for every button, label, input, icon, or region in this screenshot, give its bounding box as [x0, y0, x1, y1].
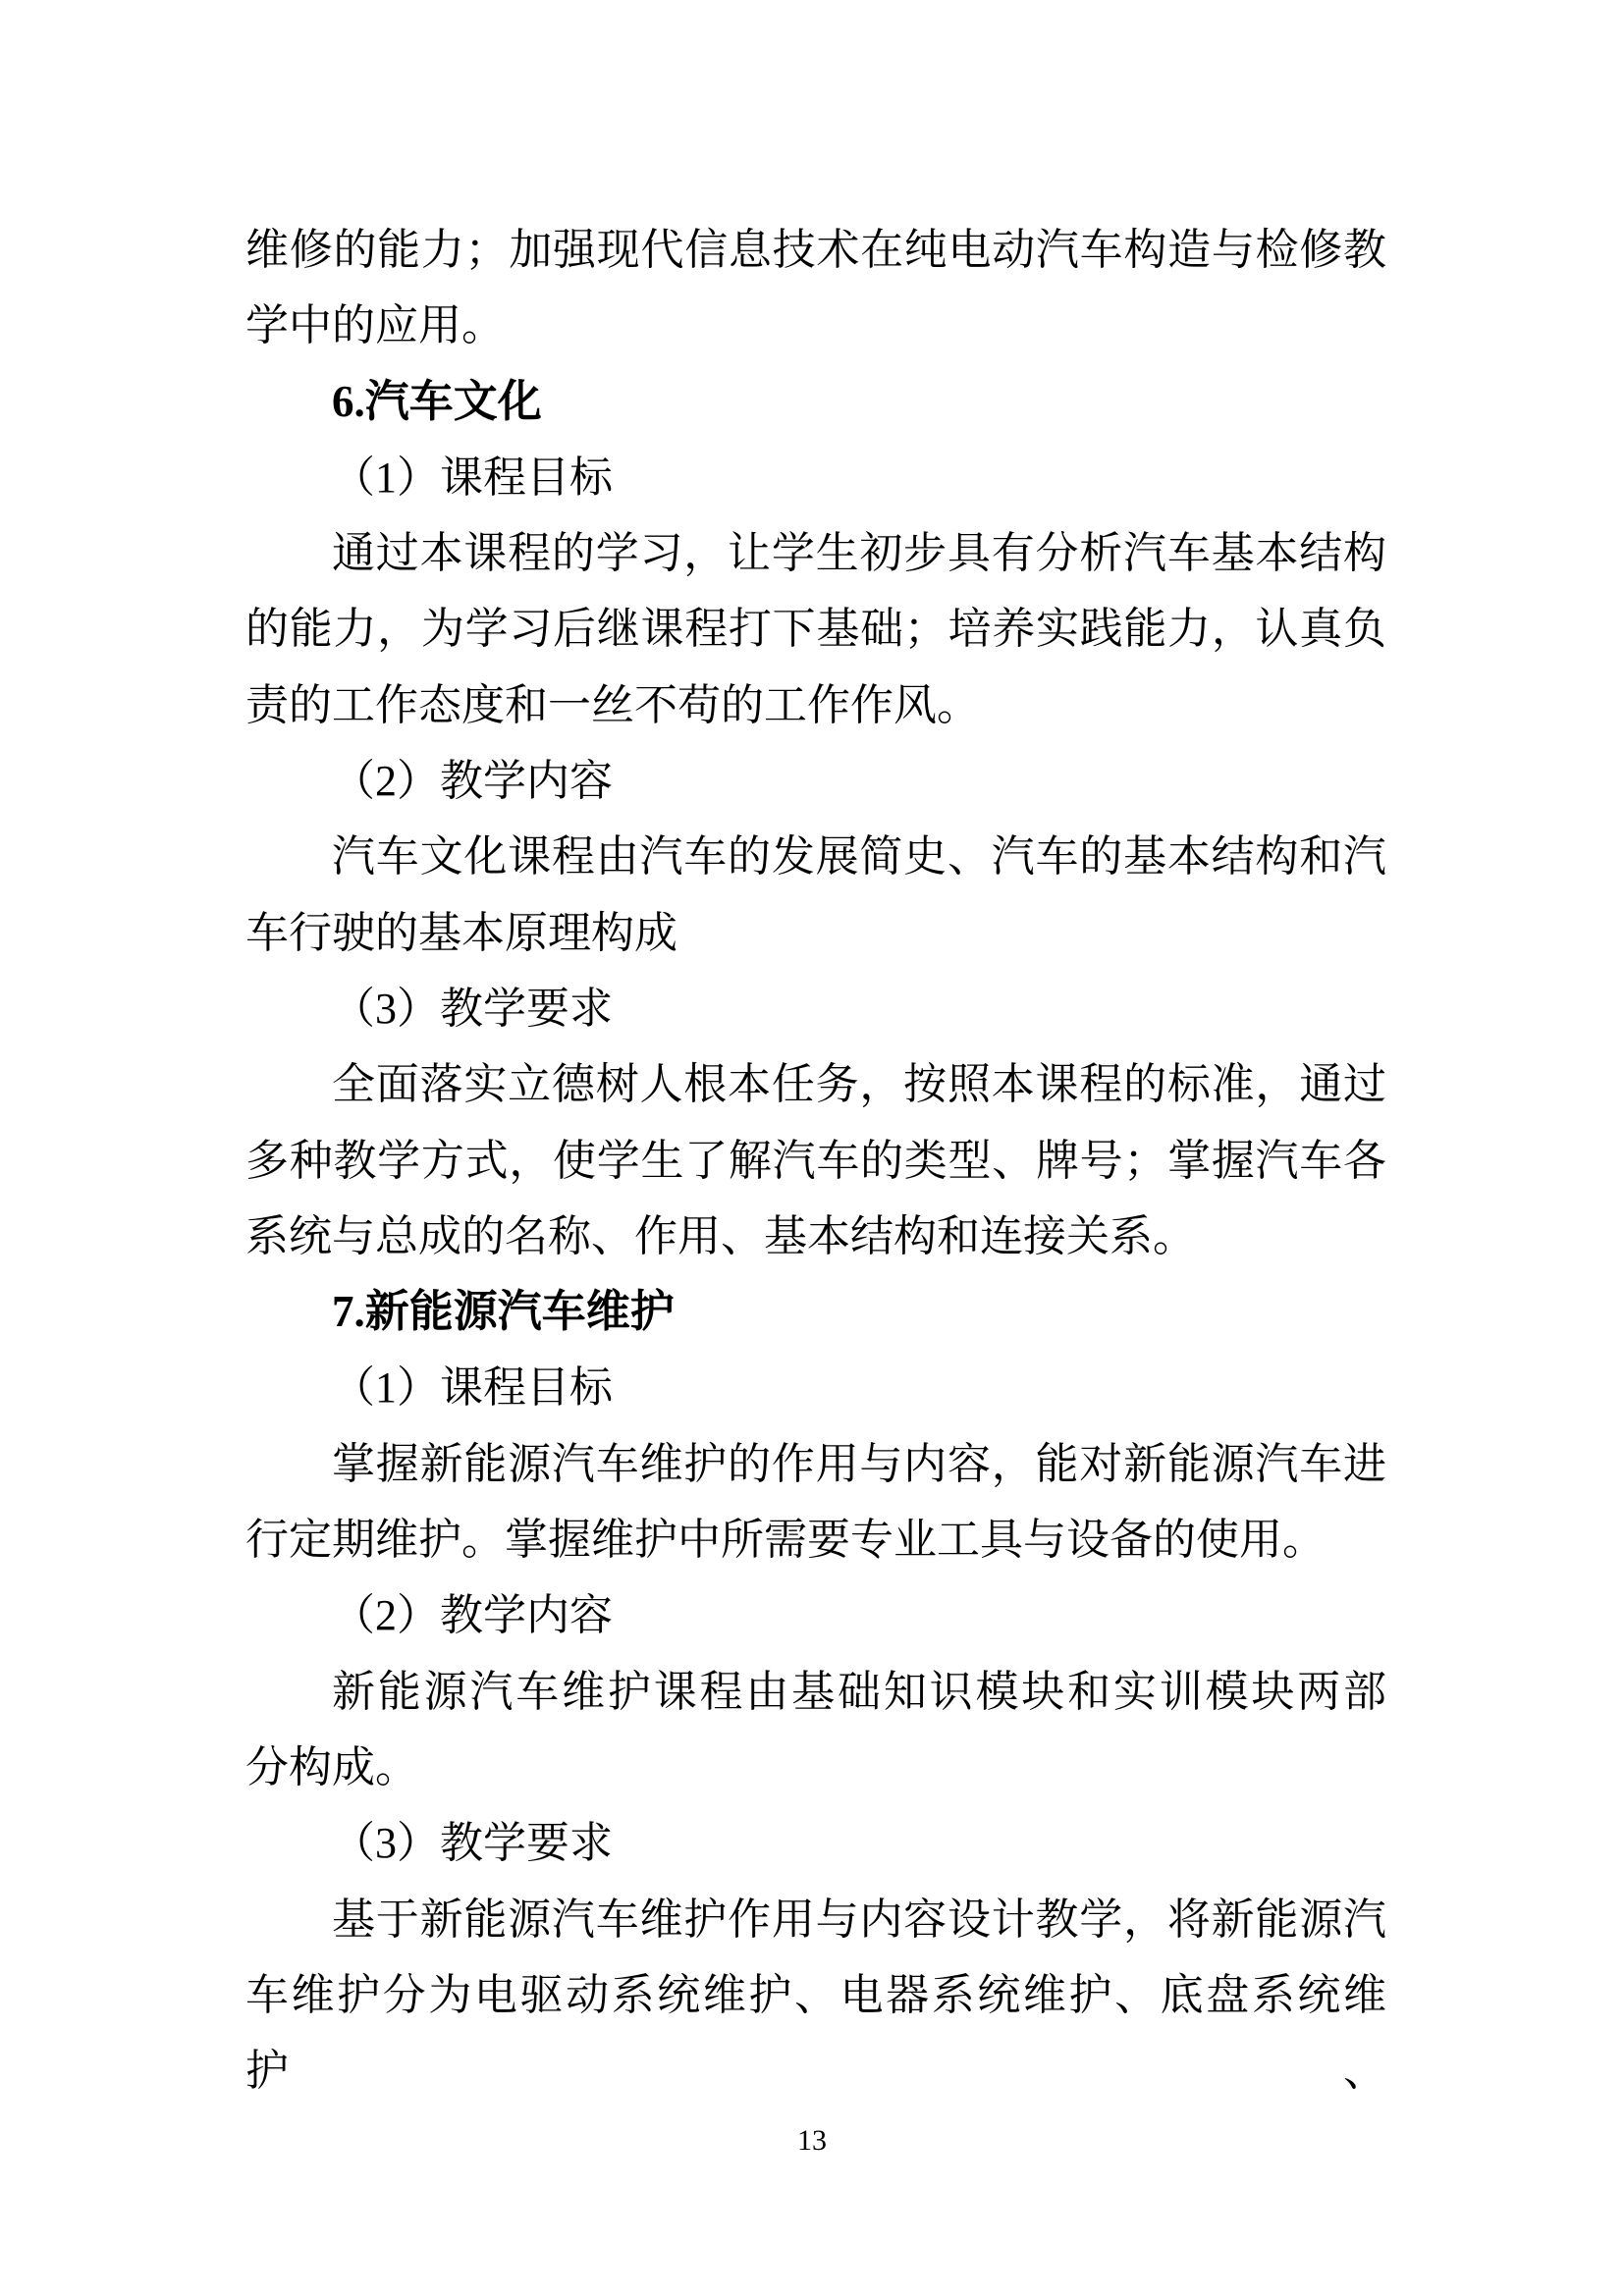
document-line: 多种教学方式，使学生了解汽车的类型、牌号；掌握汽车各 [245, 1136, 1386, 1185]
document-line: 汽车文化课程由汽车的发展简史、汽车的基本结构和汽 [332, 832, 1386, 881]
document-line: 基于新能源汽车维护作用与内容设计教学，将新能源汽 [332, 1895, 1386, 1944]
document-line: 分构成。 [245, 1742, 418, 1791]
document-line: （1）课程目标 [332, 1363, 613, 1413]
document-line: 通过本课程的学习，让学生初步具有分析汽车基本结构 [332, 529, 1386, 578]
document-line: 车维护分为电驱动系统维护、电器系统维护、底盘系统维护、 [245, 1970, 1386, 2096]
document-line: 全面落实立德树人根本任务，按照本课程的标准，通过 [332, 1060, 1386, 1109]
page-number: 13 [797, 2124, 827, 2157]
document-line: （2）教学内容 [332, 757, 613, 806]
section-heading: 7.新能源汽车维护 [332, 1287, 675, 1337]
document-line: 的能力，为学习后继课程打下基础；培养实践能力，认真负 [245, 605, 1386, 654]
document-line: 系统与总成的名称、作用、基本结构和连接关系。 [245, 1211, 1196, 1260]
document-line: 责的工作态度和一丝不苟的工作作风。 [245, 680, 980, 729]
text-block [245, 212, 1386, 2096]
document-line: （3）教学要求 [332, 984, 613, 1033]
document-line: 行定期维护。掌握维护中所需要专业工具与设备的使用。 [245, 1516, 1326, 1565]
document-line: 新能源汽车维护课程由基础知识模块和实训模块两部 [332, 1667, 1386, 1716]
section-heading: 6.汽车文化 [332, 376, 542, 426]
document-line: （3）教学要求 [332, 1819, 613, 1868]
document-line: 学中的应用。 [245, 301, 505, 350]
document-line: 车行驶的基本原理构成 [245, 908, 677, 957]
document-line: （2）教学内容 [332, 1591, 613, 1640]
document-line: 掌握新能源汽车维护的作用与内容，能对新能源汽车进 [332, 1439, 1386, 1488]
document-line: 维修的能力；加强现代信息技术在纯电动汽车构造与检修教 [245, 226, 1386, 274]
document-line: （1）课程目标 [332, 453, 613, 502]
